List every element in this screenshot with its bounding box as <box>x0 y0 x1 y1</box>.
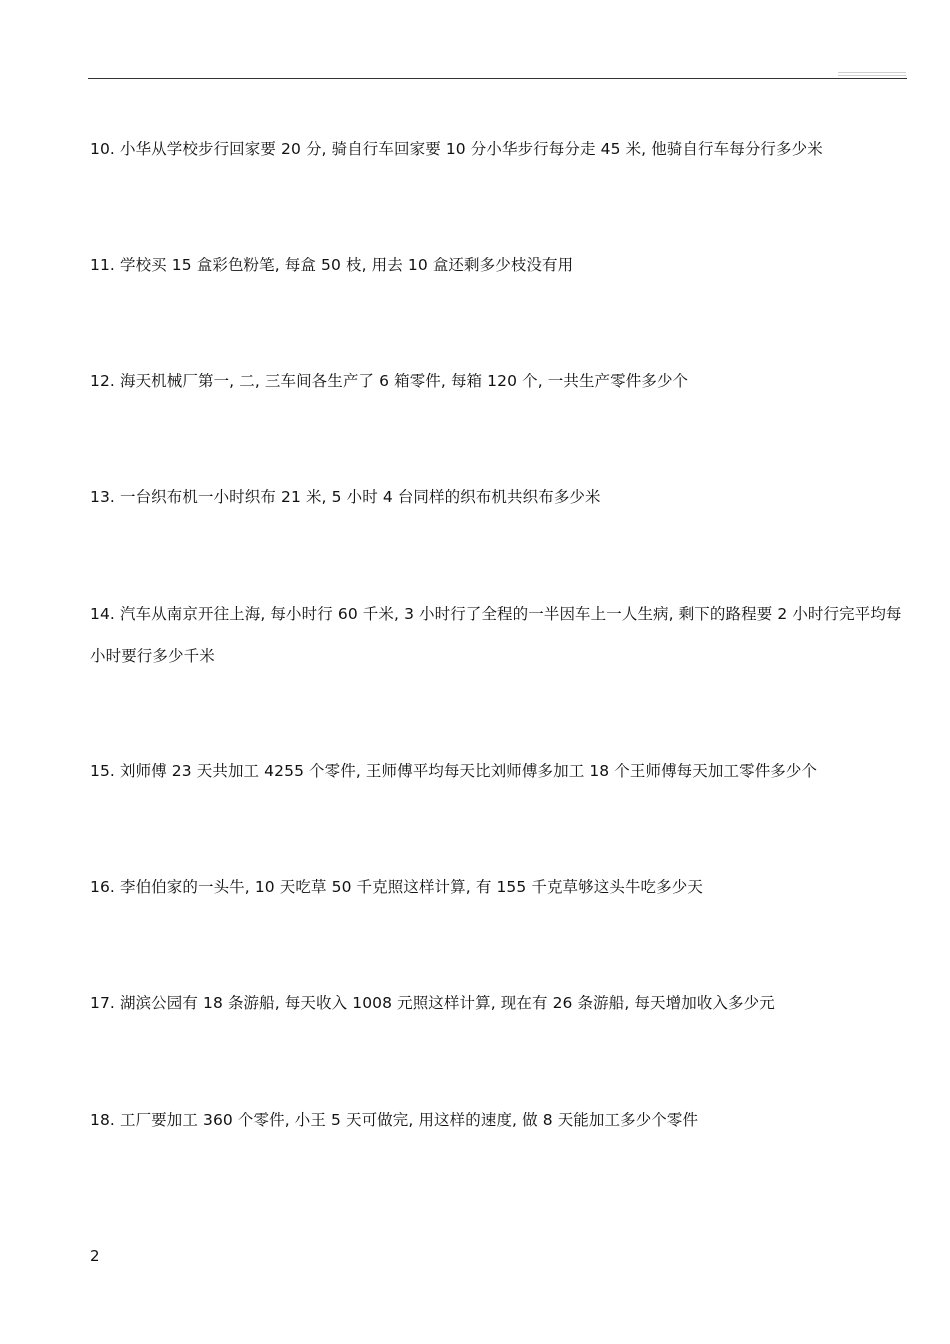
header-mark <box>838 75 906 76</box>
question-14: 14. 汽车从南京开往上海, 每小时行 60 千米, 3 小时行了全程的一半因车上一人生病, 剩下的路程要 2 小时行完平均每小时要行多少千米 <box>90 605 902 665</box>
question-16: 16. 李伯伯家的一头牛, 10 天吃草 50 千克照这样计算, 有 155 千克草够这头牛吃多少天 <box>90 878 703 896</box>
header-mark <box>838 72 906 73</box>
page-number: 2 <box>90 1247 100 1265</box>
question-18: 18. 工厂要加工 360 个零件, 小王 5 天可做完, 用这样的速度, 做 8 天能加工多少个零件 <box>90 1111 699 1129</box>
question-10: 10. 小华从学校步行回家要 20 分, 骑自行车回家要 10 分小华步行每分走 45 米, 他骑自行车每分行多少米 <box>90 140 823 158</box>
question-12: 12. 海天机械厂第一, 二, 三车间各生产了 6 箱零件, 每箱 120 个, 一共生产零件多少个 <box>90 372 689 390</box>
question-15: 15. 刘师傅 23 天共加工 4255 个零件, 王师傅平均每天比刘师傅多加工 18 个王师傅每天加工零件多少个 <box>90 762 818 780</box>
question-17: 17. 湖滨公园有 18 条游船, 每天收入 1008 元照这样计算, 现在有 26 条游船, 每天增加收入多少元 <box>90 994 775 1012</box>
question-13: 13. 一台织布机一小时织布 21 米, 5 小时 4 台同样的织布机共织布多少米 <box>90 488 601 506</box>
header-rule <box>88 78 907 79</box>
question-11: 11. 学校买 15 盒彩色粉笔, 每盒 50 枝, 用去 10 盒还剩多少枝没有用 <box>90 256 574 274</box>
